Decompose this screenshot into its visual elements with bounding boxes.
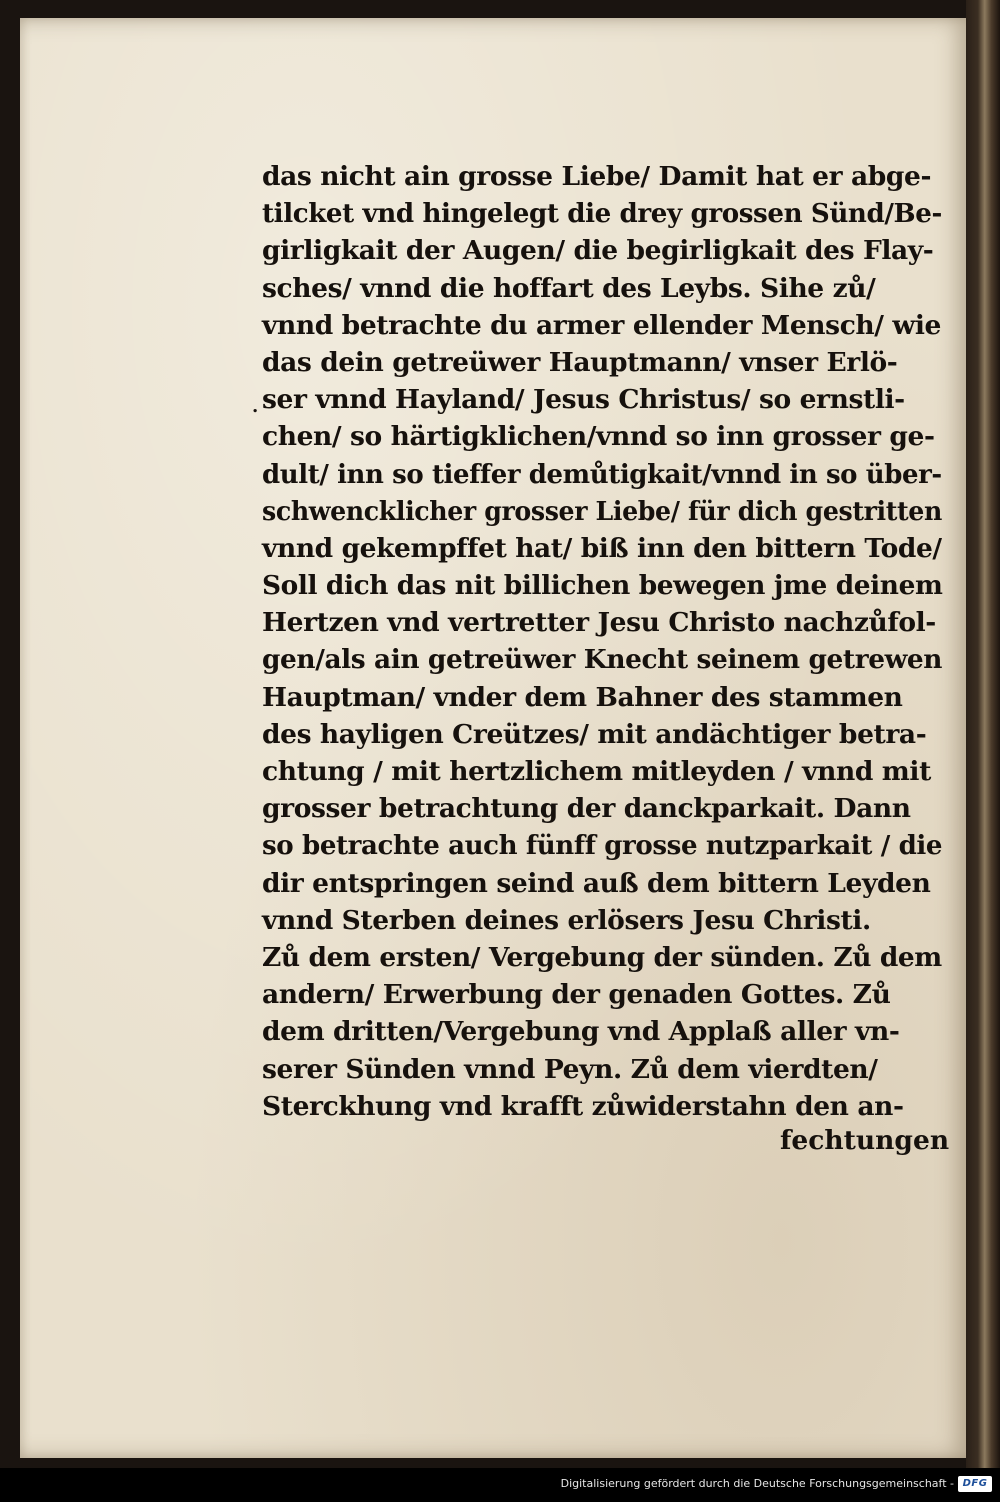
text-line: sches/ vnnd die hoffart des Leybs. Sihe zů/ [262, 272, 876, 304]
text-line: das nicht ain grosse Liebe/ Damit hat er abge- [262, 161, 932, 192]
margin-mark: . [252, 396, 259, 417]
text-line: Sterckhung vnd krafft zůwiderstahn den an- [262, 1090, 904, 1122]
text-line: Soll dich das nit billichen bewegen jme deinem [262, 570, 943, 602]
text-line: tilcket vnd hingelegt die drey grossen Sünd/Be- [262, 198, 942, 230]
text-line: chtung / mit hertzlichem mitleyden / vnnd mit [262, 756, 931, 787]
text-line: vnnd betrachte du armer ellender Mensch/ wie [262, 309, 941, 341]
text-line: dult/ inn so tieffer demůtigkait/vnnd in so über- [262, 458, 942, 490]
text-line: Hertzen vnd vertretter Jesu Christo nachzůfol- [262, 607, 936, 639]
text-line: dir entspringen seind auß dem bittern Leyden [262, 867, 931, 899]
text-line: Hauptman/ vnder dem Bahner des stammen [262, 681, 903, 713]
catchword: fechtungen [780, 1125, 950, 1156]
text-line: vnnd gekempffet hat/ biß inn den bittern Tode/ [262, 532, 942, 564]
text-line: grosser betrachtung der danckparkait. Dann [262, 793, 911, 825]
footer-credit: Digitalisierung gefördert durch die Deutsche Forschungsgemeinschaft - [560, 1477, 954, 1490]
text-line: des hayligen Creützes/ mit andächtiger betra- [262, 718, 927, 750]
text-line: serer Sünden vnnd Peyn. Zů dem vierdten/ [262, 1053, 878, 1085]
text-line: dem dritten/Vergebung vnd Applaß aller vn- [262, 1016, 900, 1048]
text-line: schwencklicher grosser Liebe/ für dich gestritten [262, 495, 942, 527]
text-line: Zů dem ersten/ Vergebung der sünden. Zů dem [262, 941, 942, 973]
text-line: so betrachte auch fünff grosse nutzparkait / die [262, 830, 943, 862]
text-line: andern/ Erwerbung der genaden Gottes. Zů [262, 979, 891, 1011]
text-line: girligkait der Augen/ die begirligkait des Flay- [262, 235, 934, 267]
text-line: das dein getreüwer Hauptmann/ vnser Erlö- [262, 346, 898, 378]
text-line: ser vnnd Hayland/ Jesus Christus/ so ernstli- [262, 384, 905, 416]
page-text [262, 158, 942, 1125]
dfg-logo-icon: DFG [958, 1476, 992, 1492]
text-line: chen/ so härtigklichen/vnnd so inn grosser ge- [262, 421, 935, 453]
text-line: gen/als ain getreüwer Knecht seinem getrewen [262, 644, 943, 676]
page-edge [966, 0, 1000, 1468]
text-line: vnnd Sterben deines erlösers Jesu Christi. [262, 904, 871, 936]
